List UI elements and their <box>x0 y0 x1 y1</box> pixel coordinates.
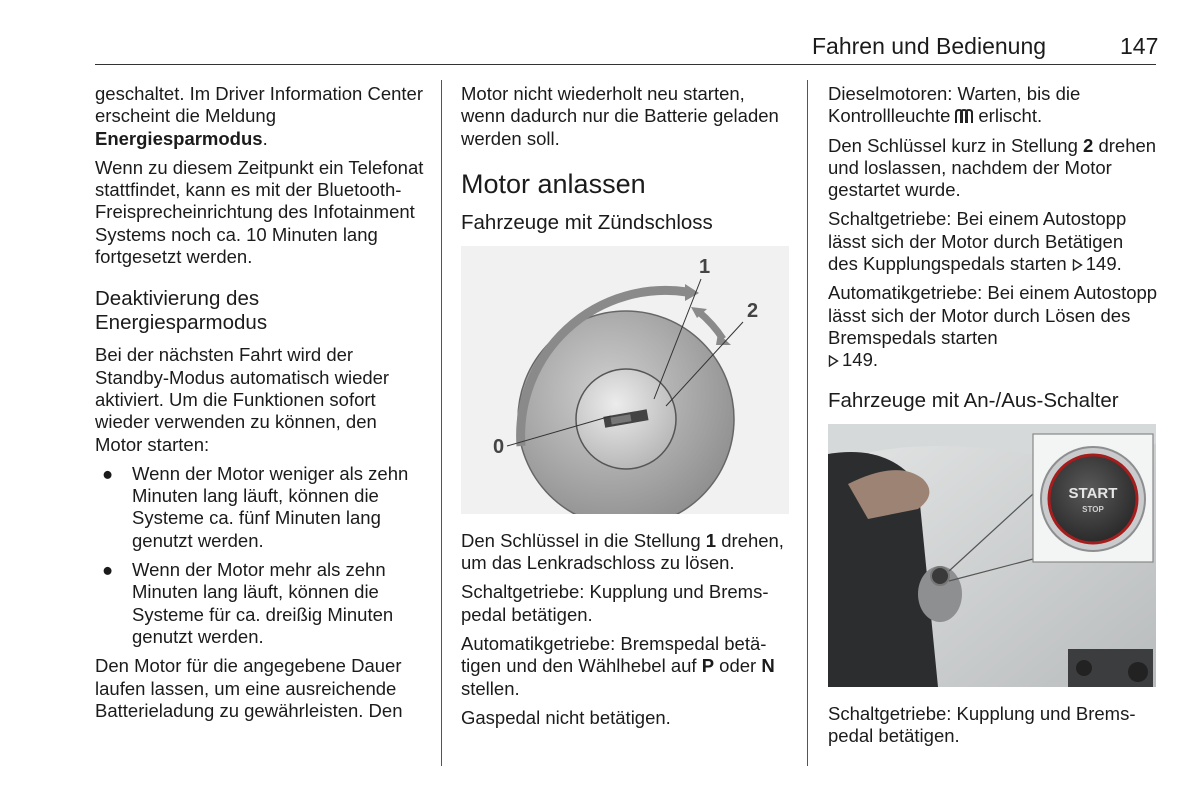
page-number: 147 <box>1120 33 1159 59</box>
page-reference-icon <box>828 355 839 367</box>
paragraph: Automatikgetriebe: Bremspedal betätigen und den Wählhebel auf P oder N stellen. <box>461 633 775 699</box>
paragraph: Automatikgetriebe: Bei einem Autostopp lässt sich der Motor durch Lösen des Bremspedals starten 149. <box>828 282 1158 371</box>
column-3 <box>828 83 1158 754</box>
start-stop-button-figure <box>828 424 1156 687</box>
paragraph: Bei der nächsten Fahrt wird der Standby-Modus automatisch wieder aktiviert. Um die Funktionen sofort wieder verwenden zu können, den Motor starten: <box>95 344 390 455</box>
column-2 <box>461 83 793 736</box>
list-item: ● Wenn der Motor weniger als zehn Minuten lang läuft, können die Systeme ca. fünf Minuten lang genutzt werden. <box>102 462 409 551</box>
bullet-icon: ● <box>102 462 114 484</box>
paragraph: Den Schlüssel in die Stellung 1 drehen, um das Lenkradschloss zu lösen. <box>461 529 784 574</box>
paragraph: Schaltgetriebe: Kupplung und Bremspedal betätigen. <box>828 702 1136 746</box>
header-rule <box>95 64 1156 65</box>
section-title: Fahren und Bedienung <box>812 33 1047 59</box>
column-divider <box>441 80 442 766</box>
paragraph: Den Motor für die angegebene Dauer laufen lassen, um eine ausreichende Batterieladung zu gewährleisten. Den <box>95 655 403 721</box>
list-item: ● Wenn der Motor mehr als zehn Minuten lang läuft, können die Systeme für ca. dreißig Minuten genutzt werden. <box>102 559 394 647</box>
page-reference-icon <box>1072 259 1083 271</box>
subheading: Fahrzeuge mit Zündschloss <box>461 210 713 234</box>
label-position-2: 2 <box>747 299 759 322</box>
bold-term: Energiesparmodus <box>95 127 263 149</box>
ignition-lock-figure <box>461 246 789 514</box>
bullet-list <box>95 463 429 648</box>
paragraph: Schaltgetriebe: Kupplung und Bremspedal betätigen. <box>461 581 769 625</box>
paragraph: Den Schlüssel kurz in Stellung 2 drehen und loslassen, nachdem der Motor gestartet wurde. <box>828 134 1157 201</box>
subheading: Deaktivierung des Energiesparmodus <box>95 287 268 335</box>
glow-plug-icon <box>953 109 975 124</box>
paragraph: Wenn zu diesem Zeitpunkt ein Telefonat stattfindet, kann es mit der Bluetooth-Freisprecheinrichtung des Infotainment Systems noch ca. 10 Minuten lang fortgesetzt werden. <box>95 156 424 268</box>
column-1 <box>95 83 429 729</box>
paragraph: Schaltgetriebe: Bei einem Autostopp lässt sich der Motor durch Betätigen des Kupplungspedals starten 149. <box>828 208 1127 275</box>
button-stop-label: STOP <box>1082 504 1104 514</box>
section-heading: Motor anlassen <box>461 168 646 199</box>
bullet-icon: ● <box>102 559 114 581</box>
paragraph: geschaltet. Im Driver Information Center erscheint die Meldung Energiesparmodus. <box>95 83 423 149</box>
column-divider <box>807 80 808 766</box>
button-small-icon <box>931 567 949 585</box>
paragraph: Gaspedal nicht betätigen. <box>461 706 671 728</box>
label-position-1: 1 <box>699 255 711 278</box>
paragraph: Motor nicht wiederholt neu starten, wenn dadurch nur die Batterie geladen werden soll. <box>461 83 779 149</box>
subheading: Fahrzeuge mit An-/Aus-Schalter <box>828 388 1119 412</box>
label-position-0: 0 <box>493 435 505 458</box>
button-start-label: START <box>1068 484 1118 502</box>
paragraph: Dieselmotoren: Warten, bis die Kontrollleuchte erlischt. <box>828 83 1081 127</box>
